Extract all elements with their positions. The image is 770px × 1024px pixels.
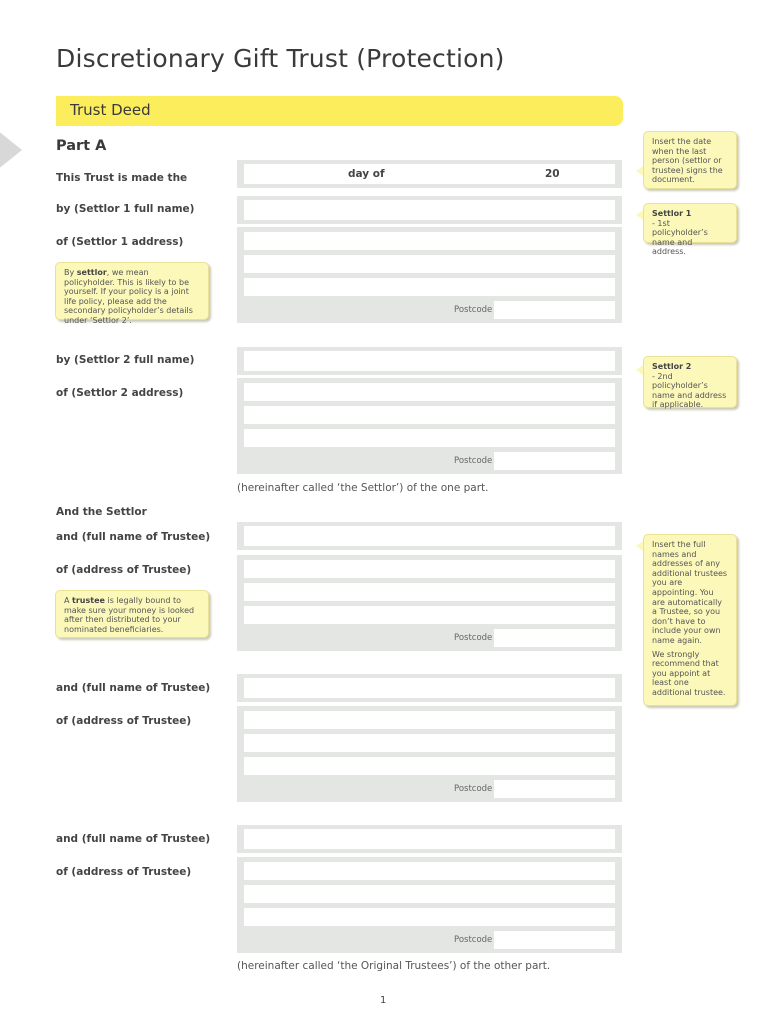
date-row-box — [237, 160, 622, 188]
trustee2-address-line-1[interactable] — [244, 711, 615, 729]
settlor2-note: Settlor 2 - 2nd policyholder’s name and address if applicable. — [643, 356, 737, 408]
settlor2-name-box — [237, 347, 622, 375]
trustee1-postcode-input[interactable] — [494, 629, 615, 647]
trustee3-address-line-2[interactable] — [244, 885, 615, 903]
settlor1-address-line-3[interactable] — [244, 278, 615, 296]
settlor1-note: Settlor 1 - 1st policyholder’s name and address. — [643, 203, 737, 243]
settlor1-name-input[interactable] — [244, 200, 615, 220]
part-heading: Part A — [56, 138, 107, 154]
settlor1-postcode-label: Postcode — [454, 305, 493, 315]
trust-made-label: This Trust is made the — [56, 172, 188, 184]
trustee3-address-box — [237, 857, 622, 953]
trustee1-address-box — [237, 555, 622, 651]
section-banner-label: Trust Deed — [70, 101, 151, 119]
trustee1-name-box — [237, 522, 622, 550]
trustee3-name-input[interactable] — [244, 829, 615, 849]
trustee2-address-box — [237, 706, 622, 802]
settlor1-address-box — [237, 227, 622, 323]
trustees-hereinafter-text: (hereinafter called ‘the Original Trustees’) of the other part. — [237, 960, 551, 972]
trustee1-name-input[interactable] — [244, 526, 615, 546]
trustee2-name-label: and (full name of Trustee) — [56, 682, 211, 694]
trustee2-address-label: of (address of Trustee) — [56, 715, 192, 727]
page-title: Discretionary Gift Trust (Protection) — [56, 44, 505, 73]
trustee1-address-line-3[interactable] — [244, 606, 615, 624]
trustee3-name-box — [237, 825, 622, 853]
and-settlor-label: And the Settlor — [56, 506, 147, 518]
note-pointer — [636, 541, 643, 551]
settlor2-name-input[interactable] — [244, 351, 615, 371]
note-pointer — [636, 210, 643, 220]
trustee1-address-line-1[interactable] — [244, 560, 615, 578]
trustee3-postcode-label: Postcode — [454, 935, 493, 945]
day-of-label: day of — [348, 168, 385, 180]
page-number: 1 — [380, 995, 387, 1006]
trustee2-address-line-2[interactable] — [244, 734, 615, 752]
settlor2-address-box — [237, 378, 622, 474]
settlor2-address-line-1[interactable] — [244, 383, 615, 401]
trustee2-address-line-3[interactable] — [244, 757, 615, 775]
trustee-definition-note: A trustee is legally bound to make sure your money is looked after then distributed to your nominated beneficiaries. — [55, 590, 209, 638]
note-pointer — [636, 365, 643, 375]
settlor2-address-line-3[interactable] — [244, 429, 615, 447]
settlor2-postcode-label: Postcode — [454, 456, 493, 466]
settlor1-address-line-2[interactable] — [244, 255, 615, 273]
trustee1-address-label: of (address of Trustee) — [56, 564, 192, 576]
settlor2-postcode-input[interactable] — [494, 452, 615, 470]
trustee1-postcode-label: Postcode — [454, 633, 493, 643]
year-prefix-label: 20 — [545, 168, 560, 180]
trustee3-postcode-input[interactable] — [494, 931, 615, 949]
section-banner — [56, 96, 623, 126]
trustee3-address-label: of (address of Trustee) — [56, 866, 192, 878]
date-field[interactable] — [244, 164, 615, 184]
settlor2-address-label: of (Settlor 2 address) — [56, 387, 184, 399]
settlor1-address-line-1[interactable] — [244, 232, 615, 250]
page-marker-arrow — [0, 126, 22, 174]
settlor-hereinafter-text: (hereinafter called ‘the Settlor’) of the one part. — [237, 482, 489, 494]
trustee1-address-line-2[interactable] — [244, 583, 615, 601]
trustee2-postcode-label: Postcode — [454, 784, 493, 794]
trustee3-address-line-1[interactable] — [244, 862, 615, 880]
note-pointer — [636, 166, 643, 176]
settlor2-name-label: by (Settlor 2 full name) — [56, 354, 195, 366]
settlor1-name-label: by (Settlor 1 full name) — [56, 203, 195, 215]
trustee3-name-label: and (full name of Trustee) — [56, 833, 211, 845]
date-note: Insert the date when the last person (settlor or trustee) signs the document. — [643, 131, 737, 189]
trustee2-postcode-input[interactable] — [494, 780, 615, 798]
settlor2-address-line-2[interactable] — [244, 406, 615, 424]
settlor1-address-label: of (Settlor 1 address) — [56, 236, 184, 248]
settlor1-postcode-input[interactable] — [494, 301, 615, 319]
trustee3-address-line-3[interactable] — [244, 908, 615, 926]
trustees-note: Insert the full names and addresses of any additional trustees you are appointing. You are automatically a Trustee, so you don’t have to include your own name again. We strongly recommend that you appoint at least one additional trustee. — [643, 534, 737, 706]
trustee1-name-label: and (full name of Trustee) — [56, 531, 211, 543]
trustee2-name-box — [237, 674, 622, 702]
settlor-definition-note: By settlor, we mean policyholder. This is likely to be yourself. If your policy is a joint life policy, please add the secondary policyholder’s details under ‘Settlor 2’. — [55, 262, 209, 320]
trustee2-name-input[interactable] — [244, 678, 615, 698]
settlor1-name-box — [237, 196, 622, 224]
